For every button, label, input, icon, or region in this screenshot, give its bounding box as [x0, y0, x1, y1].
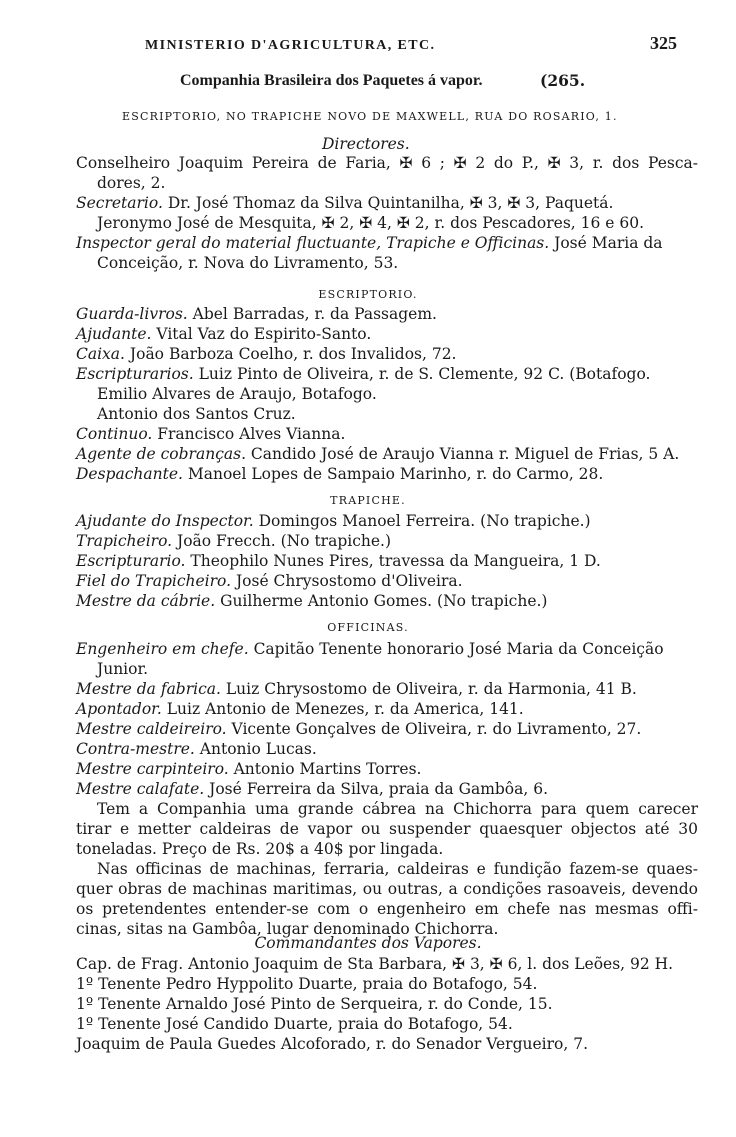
- role-label: Trapicheiro.: [76, 532, 173, 550]
- role-label: Continuo.: [76, 425, 153, 443]
- staff-line: [76, 700, 524, 719]
- staff-line: [76, 720, 641, 739]
- person-entry: Theophilo Nunes Pires, travessa da Mangueira, 1 D.: [185, 552, 601, 570]
- role-label: Apontador.: [76, 700, 162, 718]
- person-entry: Candido José de Araujo Vianna r. Miguel de Frias, 5 A.: [246, 445, 680, 463]
- paragraph-line: toneladas. Preço de Rs. 20$ a 40$ por lingada.: [76, 840, 444, 858]
- person-entry: Vicente Gonçalves de Oliveira, r. do Livramento, 27.: [226, 720, 642, 738]
- role-label: Mestre da fabrica.: [76, 680, 221, 698]
- role-label: Escripturario.: [76, 552, 186, 570]
- commander-line: 1º Tenente Pedro Hyppolito Duarte, praia do Botafogo, 54.: [76, 975, 538, 993]
- person-entry: Abel Barradas, r. da Passagem.: [187, 305, 437, 323]
- role-label: Escripturarios.: [76, 365, 194, 383]
- role-label: Ajudante.: [76, 325, 152, 343]
- section-escriptorio: ESCRIPTORIO.: [318, 288, 418, 301]
- director-line: [76, 194, 613, 213]
- staff-line: [76, 345, 457, 364]
- person-entry: Dr. José Thomaz da Silva Quintanilha, ✠ 3, ✠ 3, Paquetá.: [162, 194, 614, 212]
- staff-line: Junior.: [97, 660, 149, 678]
- person-entry: Antonio Lucas.: [194, 740, 317, 758]
- staff-line: [76, 532, 391, 551]
- staff-line: [76, 760, 421, 779]
- paragraph-line: Nas officinas de machinas, ferraria, caldeiras e fundição fazem-se quaes-: [97, 860, 698, 878]
- role-label: Fiel do Trapicheiro.: [76, 572, 232, 590]
- director-line: dores, 2.: [97, 174, 166, 192]
- director-line: [76, 234, 663, 253]
- person-entry: Guilherme Antonio Gomes. (No trapiche.): [215, 592, 548, 610]
- staff-line: [76, 465, 603, 484]
- section-commandantes: Commandantes dos Vapores.: [254, 934, 482, 952]
- staff-line: [76, 305, 437, 324]
- role-label: Inspector geral do material fluctuante, Trapiche e Officinas.: [76, 234, 550, 252]
- role-label: Caixa.: [76, 345, 125, 363]
- commander-line: 1º Tenente Arnaldo José Pinto de Serqueira, r. do Conde, 15.: [76, 995, 553, 1013]
- person-entry: Manoel Lopes de Sampaio Marinho, r. do Carmo, 28.: [182, 465, 604, 483]
- person-entry: José Chrysostomo d'Oliveira.: [231, 572, 463, 590]
- person-entry: Luiz Chrysostomo de Oliveira, r. da Harmonia, 41 B.: [220, 680, 637, 698]
- person-entry: Luiz Antonio de Menezes, r. da America, 141.: [161, 700, 524, 718]
- staff-line: [76, 640, 664, 659]
- staff-line: [76, 512, 591, 531]
- staff-line: [76, 445, 679, 464]
- director-line: Conceição, r. Nova do Livramento, 53.: [97, 254, 399, 272]
- staff-line: [76, 780, 548, 799]
- commander-line: Cap. de Frag. Antonio Joaquim de Sta Barbara, ✠ 3, ✠ 6, l. dos Leões, 92 H.: [76, 955, 674, 973]
- person-entry: José Ferreira da Silva, praia da Gambôa, 6.: [204, 780, 549, 798]
- staff-line: [76, 680, 637, 699]
- role-label: Contra-mestre.: [76, 740, 195, 758]
- commander-line: 1º Tenente José Candido Duarte, praia do Botafogo, 54.: [76, 1015, 513, 1033]
- running-title: MINISTERIO D'AGRICULTURA, ETC.: [145, 38, 436, 53]
- staff-line: [76, 365, 650, 384]
- paragraph-line: cinas, sitas na Gambôa, lugar denominado Chichorra.: [76, 920, 499, 938]
- page-number: 325: [650, 33, 677, 53]
- staff-line: [76, 740, 317, 759]
- person-entry: Domingos Manoel Ferreira. (No trapiche.): [253, 512, 591, 530]
- person-entry: Vital Vaz do Espirito-Santo.: [151, 325, 372, 343]
- role-label: Guarda-livros.: [76, 305, 188, 323]
- paragraph-line: os pretendentes entender-se com o engenheiro em chefe nas mesmas offi-: [76, 900, 698, 918]
- person-entry: Antonio Martins Torres.: [228, 760, 422, 778]
- director-line: Conselheiro Joaquim Pereira de Faria, ✠ 6 ; ✠ 2 do P., ✠ 3, r. dos Pesca-: [76, 154, 698, 172]
- person-entry: Capitão Tenente honorario José Maria da Conceição: [248, 640, 664, 658]
- staff-line: [76, 592, 547, 611]
- staff-line: [76, 552, 601, 571]
- role-label: Secretario.: [76, 194, 163, 212]
- role-label: Engenheiro em chefe.: [76, 640, 249, 658]
- company-address: ESCRIPTORIO, NO TRAPICHE NOVO DE MAXWELL, RUA DO ROSARIO, 1.: [122, 110, 618, 123]
- staff-line: Emilio Alvares de Araujo, Botafogo.: [97, 385, 377, 403]
- role-label: Mestre calafate.: [76, 780, 205, 798]
- staff-line: [76, 572, 463, 591]
- company-title: Companhia Brasileira dos Paquetes á vapor.: [180, 72, 483, 89]
- person-entry: João Barboza Coelho, r. dos Invalidos, 72.: [124, 345, 457, 363]
- role-label: Agente de cobranças.: [76, 445, 246, 463]
- role-label: Despachante.: [76, 465, 183, 483]
- role-label: Ajudante do Inspector.: [76, 512, 254, 530]
- company-ref: (265.: [540, 71, 586, 90]
- role-label: Mestre carpinteiro.: [76, 760, 229, 778]
- section-directores: Directores.: [322, 135, 410, 153]
- section-trapiche: TRAPICHE.: [330, 494, 406, 507]
- section-officinas: OFFICINAS.: [327, 621, 409, 634]
- staff-line: [76, 425, 345, 444]
- staff-line: [76, 325, 371, 344]
- commander-line: Joaquim de Paula Guedes Alcoforado, r. do Senador Vergueiro, 7.: [76, 1035, 588, 1053]
- person-entry: Luiz Pinto de Oliveira, r. de S. Clemente, 92 C. (Botafogo.: [193, 365, 651, 383]
- role-label: Mestre caldeireiro.: [76, 720, 227, 738]
- paragraph-line: Tem a Companhia uma grande cábrea na Chichorra para quem carecer: [97, 800, 698, 818]
- director-line: Jeronymo José de Mesquita, ✠ 2, ✠ 4, ✠ 2, r. dos Pescadores, 16 e 60.: [97, 214, 645, 232]
- person-entry: José Maria da: [549, 234, 663, 252]
- paragraph-line: tirar e metter caldeiras de vapor ou suspender quaesquer objectos até 30: [76, 820, 698, 838]
- staff-line: Antonio dos Santos Cruz.: [97, 405, 296, 423]
- paragraph-line: quer obras de machinas maritimas, ou outras, a condições rasoaveis, devendo: [76, 880, 698, 898]
- person-entry: João Frecch. (No trapiche.): [172, 532, 392, 550]
- person-entry: Francisco Alves Vianna.: [152, 425, 346, 443]
- role-label: Mestre da cábrie.: [76, 592, 216, 610]
